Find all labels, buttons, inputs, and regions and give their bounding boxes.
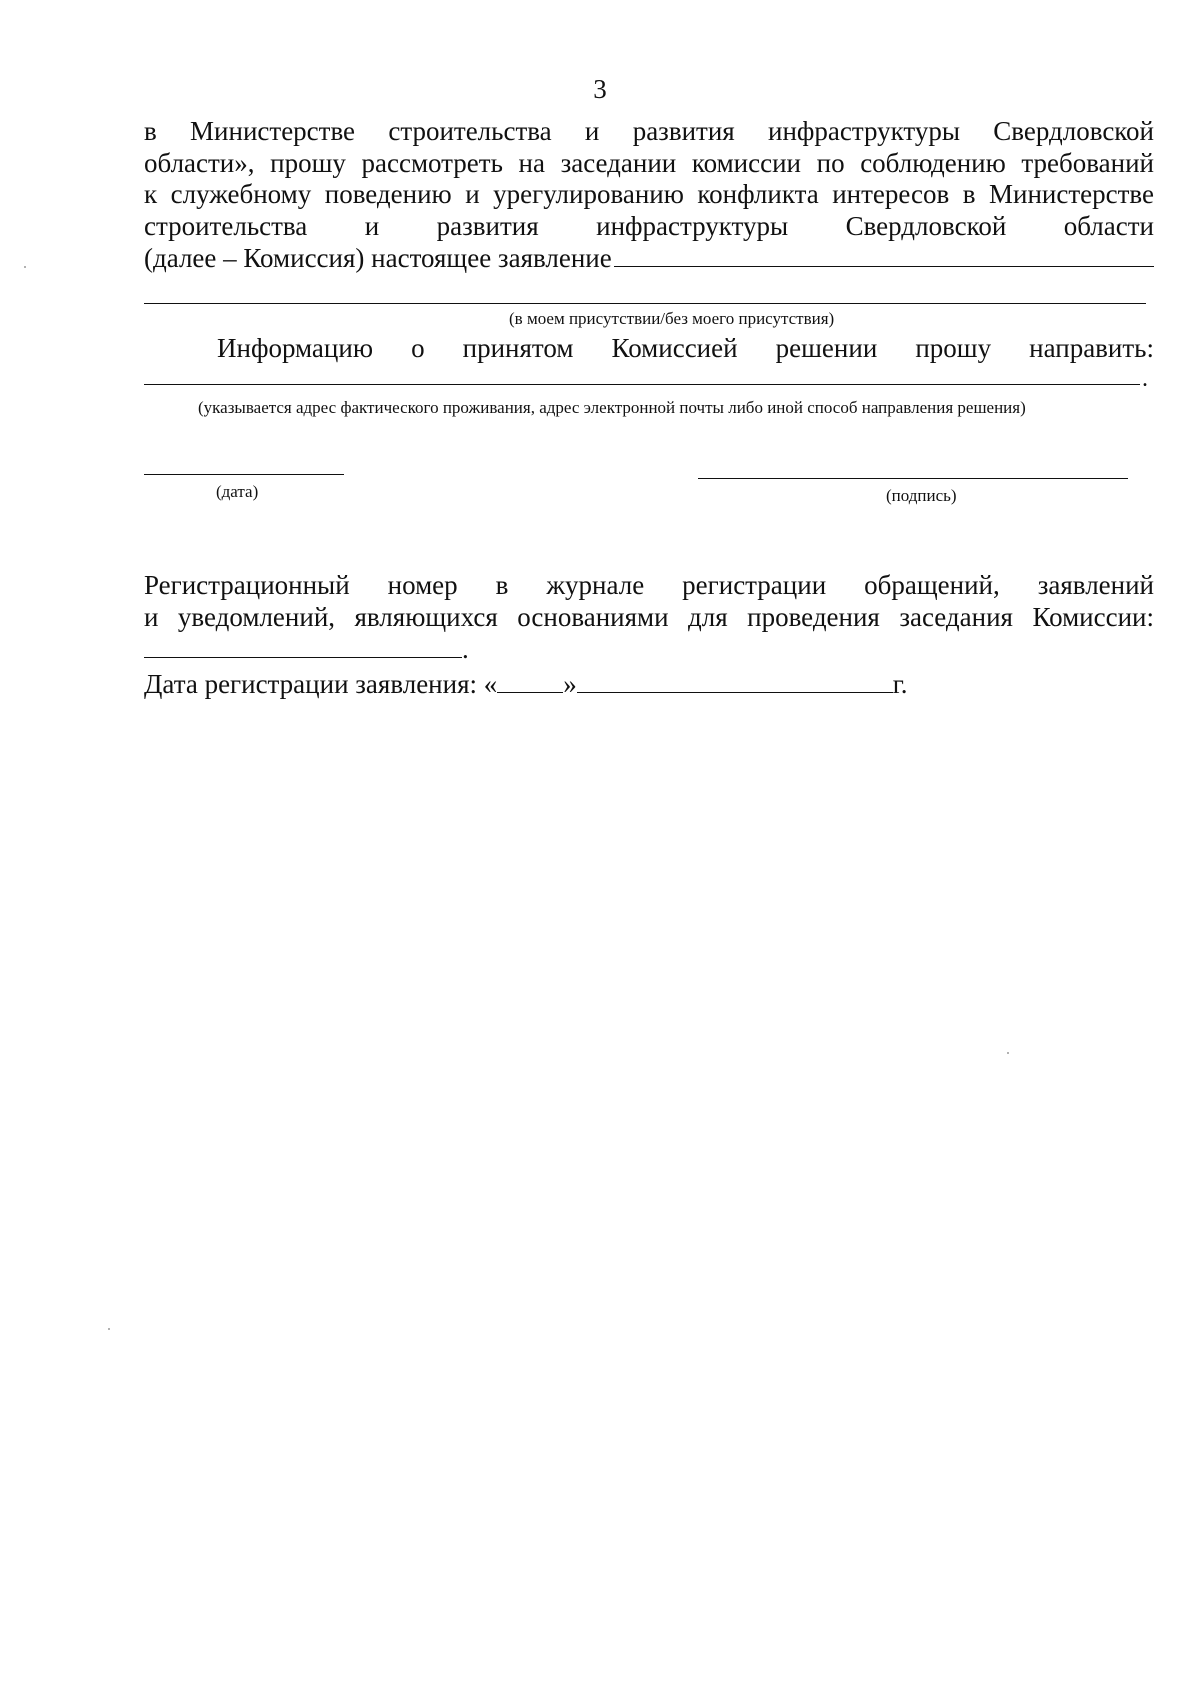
address-caption: (указывается адрес фактического проживания, адрес электронной почты либо иной способ направления решения) — [198, 398, 1026, 417]
registration-line-3-end: . — [462, 634, 469, 664]
statement-label: (далее – Комиссия) настоящее заявление — [144, 243, 612, 273]
scan-speck — [108, 1328, 110, 1330]
scan-speck — [1007, 1052, 1009, 1054]
registration-day-blank[interactable] — [497, 668, 563, 693]
paragraph-line-5 — [144, 242, 1154, 275]
info-word-2: о — [411, 333, 425, 363]
statement-blank-line[interactable] — [614, 242, 1154, 267]
info-word-3: принятом — [462, 333, 574, 363]
info-word-4: Комиссией — [611, 333, 738, 363]
info-word-5: решении — [775, 333, 878, 363]
registration-number-blank[interactable] — [144, 633, 462, 658]
date-caption: (дата) — [216, 482, 259, 501]
paragraph-line-4: строительства и развития инфраструктуры Свердловской области — [144, 210, 1154, 241]
address-line-end: . — [1142, 366, 1148, 392]
paragraph-line-2: области», прошу рассмотреть на заседании комиссии по соблюдению требований — [144, 147, 1154, 178]
registration-block — [144, 570, 1154, 666]
statement-paragraph — [144, 116, 1154, 275]
paragraph-line-1: в Министерстве строительства и развития инфраструктуры Свердловской — [144, 116, 1154, 146]
registration-date-line — [144, 668, 908, 701]
presence-caption: (в моем присутствии/без моего присутствия) — [509, 309, 835, 328]
paragraph-line-3: к служебному поведению и урегулированию конфликта интересов в Министерстве — [144, 179, 1154, 209]
signature-caption: (подпись) — [886, 486, 957, 505]
registration-date-label: Дата регистрации заявления: « — [144, 669, 498, 699]
info-word-6: прошу — [915, 333, 992, 363]
registration-line-3 — [144, 633, 1154, 666]
page-number: 3 — [593, 74, 607, 104]
registration-month-blank[interactable] — [577, 668, 893, 693]
registration-date-quote: » — [563, 669, 577, 699]
info-request-line — [217, 333, 1154, 365]
signature-line[interactable] — [698, 478, 1128, 479]
statement-continuation-line[interactable] — [144, 303, 1146, 304]
registration-line-1: Регистрационный номер в журнале регистрации обращений, заявлений — [144, 570, 1154, 600]
address-blank-line[interactable] — [144, 384, 1140, 385]
registration-year-suffix: г. — [892, 669, 908, 699]
registration-line-2: и уведомлений, являющихся основаниями для проведения заседания Комиссии: — [144, 601, 1154, 632]
scan-speck — [24, 266, 26, 268]
date-signature-line[interactable] — [144, 474, 344, 475]
info-word-1: Информацию — [217, 333, 373, 363]
info-word-7: направить: — [1029, 333, 1154, 363]
